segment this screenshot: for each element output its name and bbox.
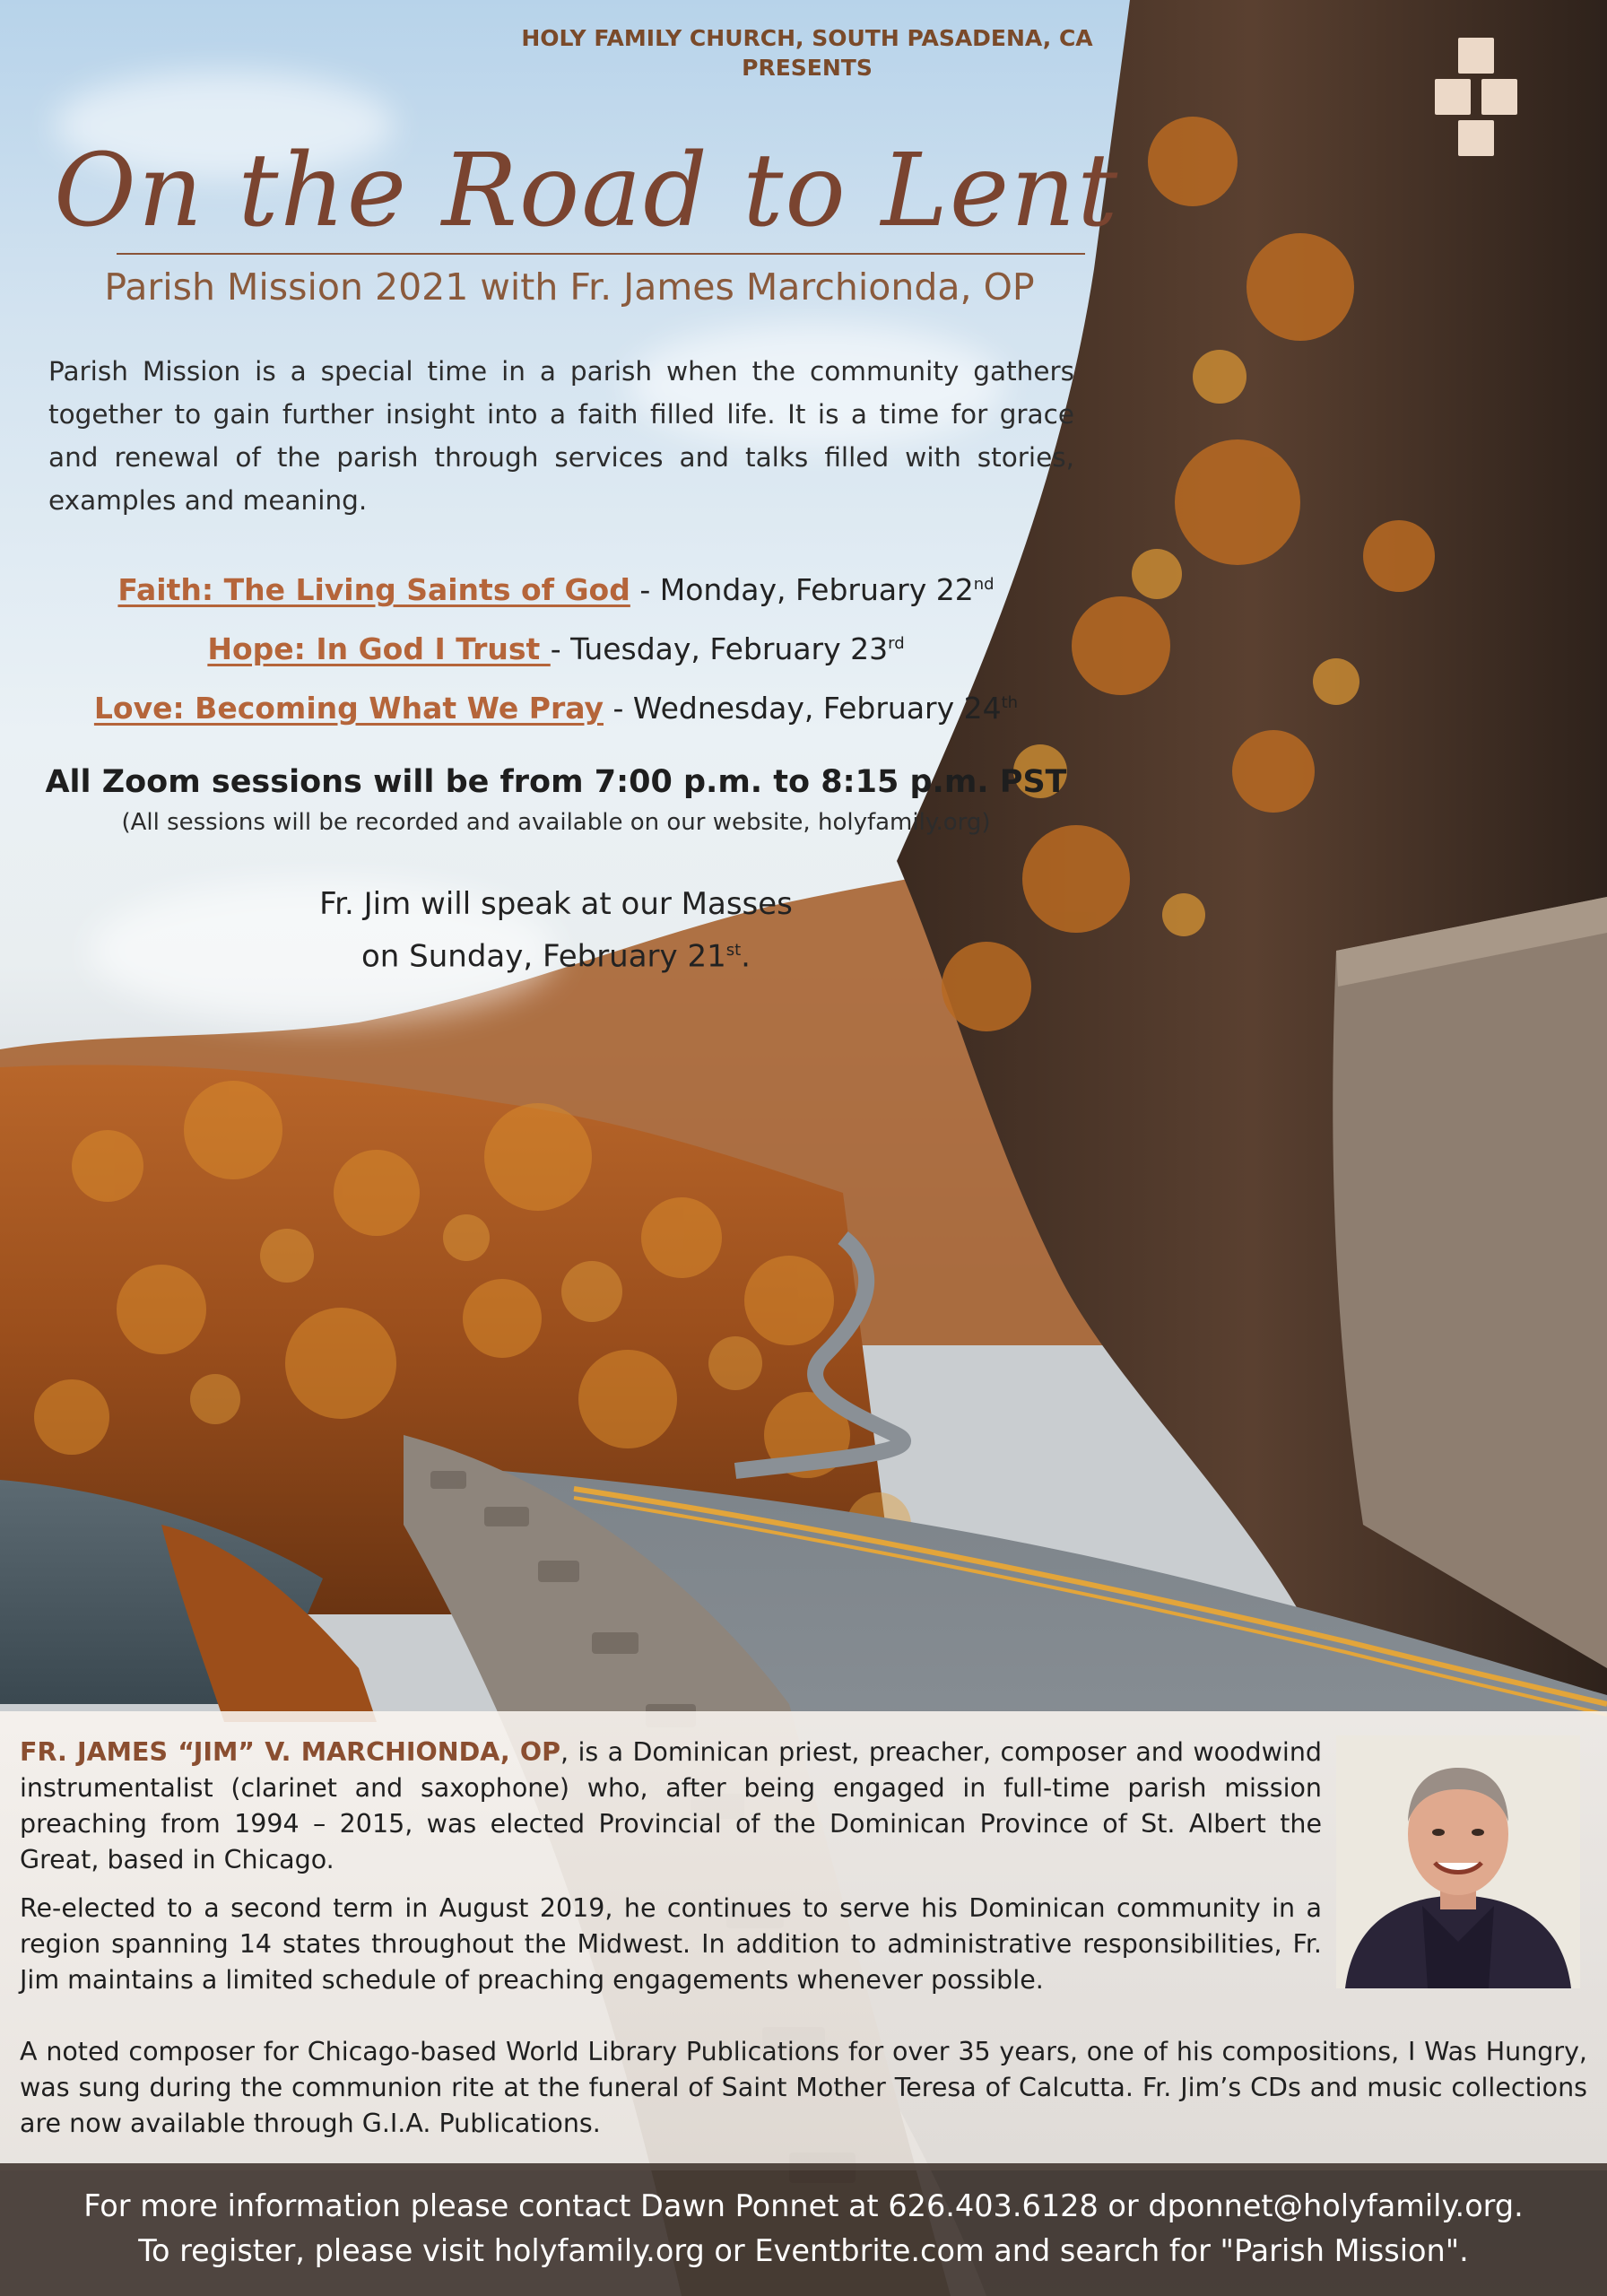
contact-line: For more information please contact Dawn Ponnet at 626.403.6128 or dponnet@holyfamily.org. xyxy=(83,2188,1524,2223)
masses-line-1: Fr. Jim will speak at our Masses xyxy=(319,886,793,922)
session-theme[interactable]: Love: Becoming What We Pray xyxy=(93,691,604,726)
poster-title: On the Road to Lent xyxy=(54,133,1120,249)
date-suffix: rd xyxy=(888,634,905,653)
session-date: - Tuesday, February 23 xyxy=(550,631,889,666)
recording-note: (All sessions will be recorded and available on our website, holyfamily.org) xyxy=(121,809,991,836)
bio-paragraph-1 xyxy=(20,1735,1322,1878)
priest-portrait xyxy=(1336,1735,1580,1988)
masses-line-2 xyxy=(0,927,1112,979)
session-date: - Wednesday, February 24 xyxy=(603,691,1002,726)
presenter-heading xyxy=(0,23,1607,83)
date-suffix: nd xyxy=(973,575,995,594)
session-date: - Monday, February 22 xyxy=(630,572,974,607)
bio-paragraph-3: A noted composer for Chicago-based World Library Publications for over 35 years, one of his compositions, I Was Hungry, was sung during the communion rite at the funeral of Saint Mother Teresa of Calcutta. Fr. Jim’s CDs and music collections are now available through G.I.A. Publications. xyxy=(20,2037,1587,2138)
session-hope xyxy=(0,631,1112,666)
session-love xyxy=(0,691,1112,726)
masses-end: . xyxy=(741,938,751,975)
session-theme[interactable]: Hope: In God I Trust xyxy=(207,631,551,666)
bio-paragraph-2: Re-elected to a second term in August 2019, he continues to serve his Dominican community in a region spanning 14 states throughout the Midwest. In addition to administrative responsibilities, Fr. Jim maintains a limited schedule of preaching engagements whenever possible. xyxy=(20,1893,1322,1995)
register-line: To register, please visit holyfamily.org or Eventbrite.com and search for "Parish Mission". xyxy=(138,2233,1469,2268)
date-suffix: th xyxy=(1001,693,1019,712)
intro-paragraph: Parish Mission is a special time in a parish when the community gathers together to gain further insight into a faith filled life. It is a time for grace and renewal of the parish through services and talks filled with stories, examples and meaning. xyxy=(48,356,1074,516)
masses-note xyxy=(0,881,1112,979)
session-theme[interactable]: Faith: The Living Saints of God xyxy=(117,572,630,607)
portrait-image xyxy=(1336,1735,1580,1988)
presenter-line-1: HOLY FAMILY CHURCH, SOUTH PASADENA, CA xyxy=(521,25,1093,51)
masses-date: on Sunday, February 21 xyxy=(361,938,726,975)
cross-logo xyxy=(1435,38,1517,163)
presenter-line-2: PRESENTS xyxy=(742,55,873,81)
title-divider xyxy=(117,253,1085,255)
date-suffix: st xyxy=(725,941,742,960)
contact-footer xyxy=(0,2163,1607,2296)
bio-p1-text: , is a Dominican priest, preacher, composer and woodwind instrumentalist (clarinet and saxophone) who, after being engaged in full-time parish mission preaching from 1994 – 2015, was elected Provincial of the Dominican Province of St. Albert the Great, based in Chicago. xyxy=(20,1737,1323,1874)
zoom-schedule: All Zoom sessions will be from 7:00 p.m. to 8:15 p.m. PST xyxy=(45,764,1067,800)
poster-subtitle: Parish Mission 2021 with Fr. James Marchionda, OP xyxy=(104,265,1035,309)
session-faith xyxy=(0,572,1112,607)
bio-name: FR. JAMES “JIM” V. MARCHIONDA, OP xyxy=(20,1737,561,1767)
